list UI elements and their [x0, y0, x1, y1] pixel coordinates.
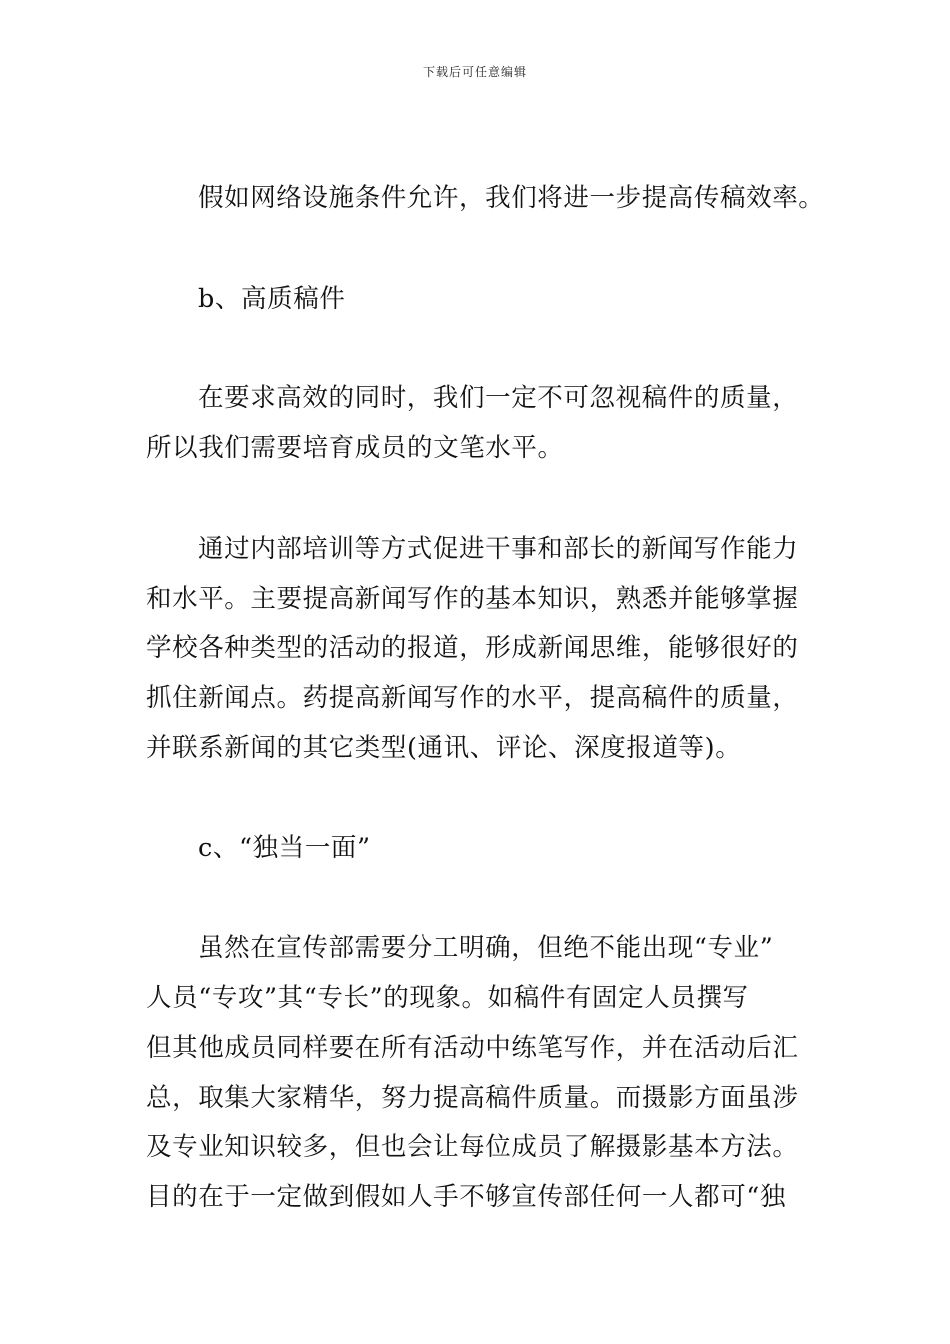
paragraph-line: 学校各种类型的活动的报道，形成新闻思维，能够很好的	[146, 633, 799, 663]
paragraph-line: 在要求高效的同时，我们一定不可忽视稿件的质量，	[198, 383, 799, 413]
paragraph-line: 所以我们需要培育成员的文笔水平。	[146, 433, 564, 463]
paragraph-line: 人员“专攻”其“专长”的现象。如稿件有固定人员撰写	[146, 983, 749, 1013]
paragraph-line: 目的在于一定做到假如人手不够宣传部任何一人都可“独	[146, 1182, 787, 1212]
paragraph-line: 及专业知识较多，但也会让每位成员了解摄影基本方法。	[146, 1132, 799, 1162]
page-header: 下载后可任意编辑	[422, 65, 527, 79]
paragraph-line: 抓住新闻点。药提高新闻写作的水平，提高稿件的质量，	[146, 683, 799, 713]
paragraph-line: 和水平。主要提高新闻写作的基本知识，熟悉并能够掌握	[146, 584, 799, 614]
paragraph-line: 总，取集大家精华，努力提高稿件质量。而摄影方面虽涉	[146, 1083, 799, 1113]
paragraph-line: 虽然在宣传部需要分工明确，但绝不能出现“专业”	[198, 933, 774, 963]
paragraph-line: 并联系新闻的其它类型(通讯、评论、深度报道等)。	[146, 733, 742, 763]
paragraph-line: 但其他成员同样要在所有活动中练笔写作，并在活动后汇	[146, 1033, 799, 1063]
paragraph-line: 假如网络设施条件允许，我们将进一步提高传稿效率。	[198, 183, 825, 213]
section-heading: b、高质稿件	[198, 284, 346, 314]
section-heading: c、“独当一面”	[198, 833, 371, 863]
paragraph-line: 通过内部培训等方式促进干事和部长的新闻写作能力	[198, 534, 799, 564]
